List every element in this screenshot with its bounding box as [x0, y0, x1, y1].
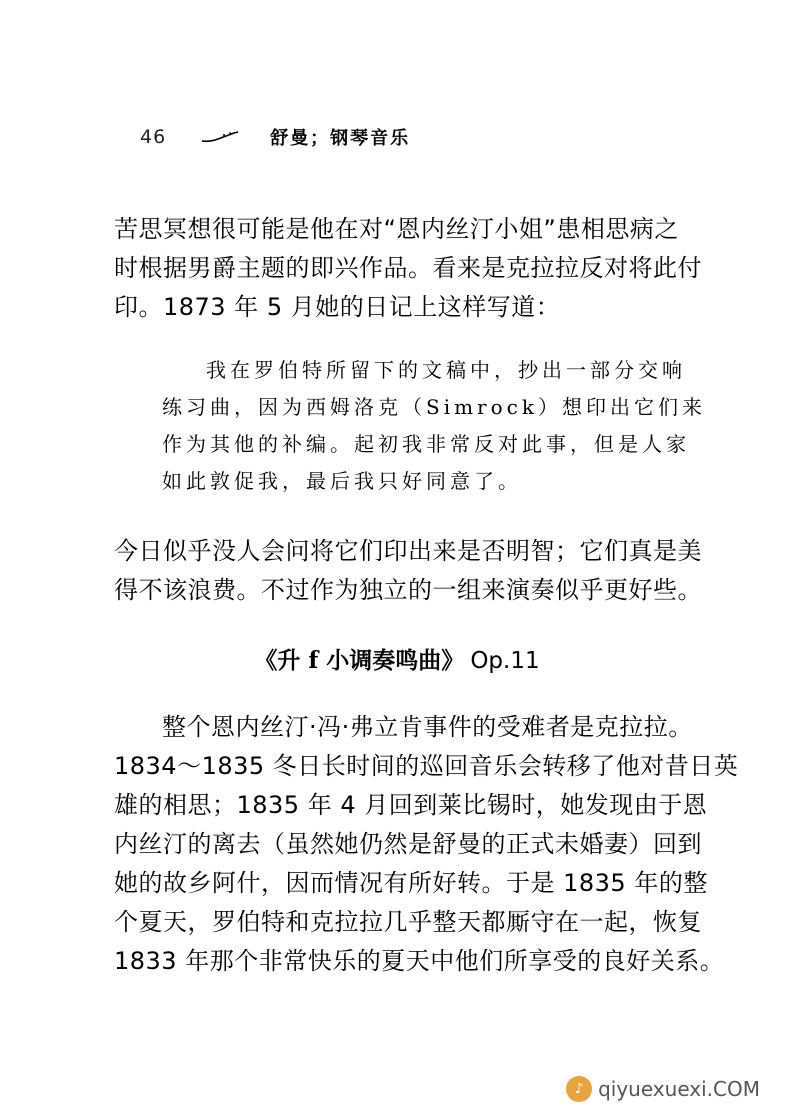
watermark — [566, 1076, 760, 1102]
quote-line: 我在罗伯特所留下的文稿中，抄出一部分交响 — [206, 358, 686, 382]
after-quote-paragraph — [114, 532, 702, 610]
watermark-logo-icon: ♪ — [566, 1076, 592, 1102]
text-line: 个夏天，罗伯特和克拉拉几乎整天都厮守在一起，恢复 — [114, 908, 702, 936]
page-header — [140, 124, 410, 150]
block-quote — [162, 352, 706, 500]
text-line: 得不该浪费。不过作为独立的一组来演奏似乎更好些。 — [114, 576, 702, 604]
section-opus: Op.11 — [470, 648, 540, 674]
text-line: 时根据男爵主题的即兴作品。看来是克拉拉反对将此付 — [114, 254, 702, 282]
running-title: 舒曼；钢琴音乐 — [270, 128, 411, 149]
section-title: 《升 f 小调奏鸣曲》 — [254, 647, 465, 674]
watermark-text: qiyuexuexi.COM — [598, 1077, 760, 1101]
text-line: 苦思冥想很可能是他在对“恩内丝汀小姐”患相思病之 — [114, 215, 679, 243]
text-line: 整个恩内丝汀·冯·弗立肯事件的受难者是克拉拉。 — [162, 713, 693, 741]
quote-line: 如此敦促我，最后我只好同意了。 — [162, 469, 522, 493]
body-paragraph — [114, 708, 739, 981]
ornament-icon — [200, 130, 240, 144]
text-line: 雄的相思；1835 年 4 月回到莱比锡时，她发现由于恩 — [114, 791, 708, 819]
text-line: 今日似乎没人会问将它们印出来是否明智；它们真是美 — [114, 537, 702, 565]
page-number: 46 — [140, 126, 167, 148]
intro-paragraph — [114, 210, 702, 327]
text-line: 1833 年那个非常快乐的夏天中他们所享受的良好关系。 — [114, 947, 725, 975]
section-heading — [0, 642, 794, 675]
text-line: 她的故乡阿什，因而情况有所好转。于是 1835 年的整 — [114, 869, 708, 897]
text-line: 内丝汀的离去（虽然她仍然是舒曼的正式未婚妻）回到 — [114, 830, 702, 858]
quote-line: 练习曲，因为西姆洛克（Simrock）想印出它们来 — [162, 395, 706, 419]
text-line: 1834～1835 冬日长时间的巡回音乐会转移了他对昔日英 — [114, 752, 739, 780]
quote-line: 作为其他的补编。起初我非常反对此事，但是人家 — [162, 432, 690, 456]
text-line: 印。1873 年 5 月她的日记上这样写道： — [114, 293, 561, 321]
